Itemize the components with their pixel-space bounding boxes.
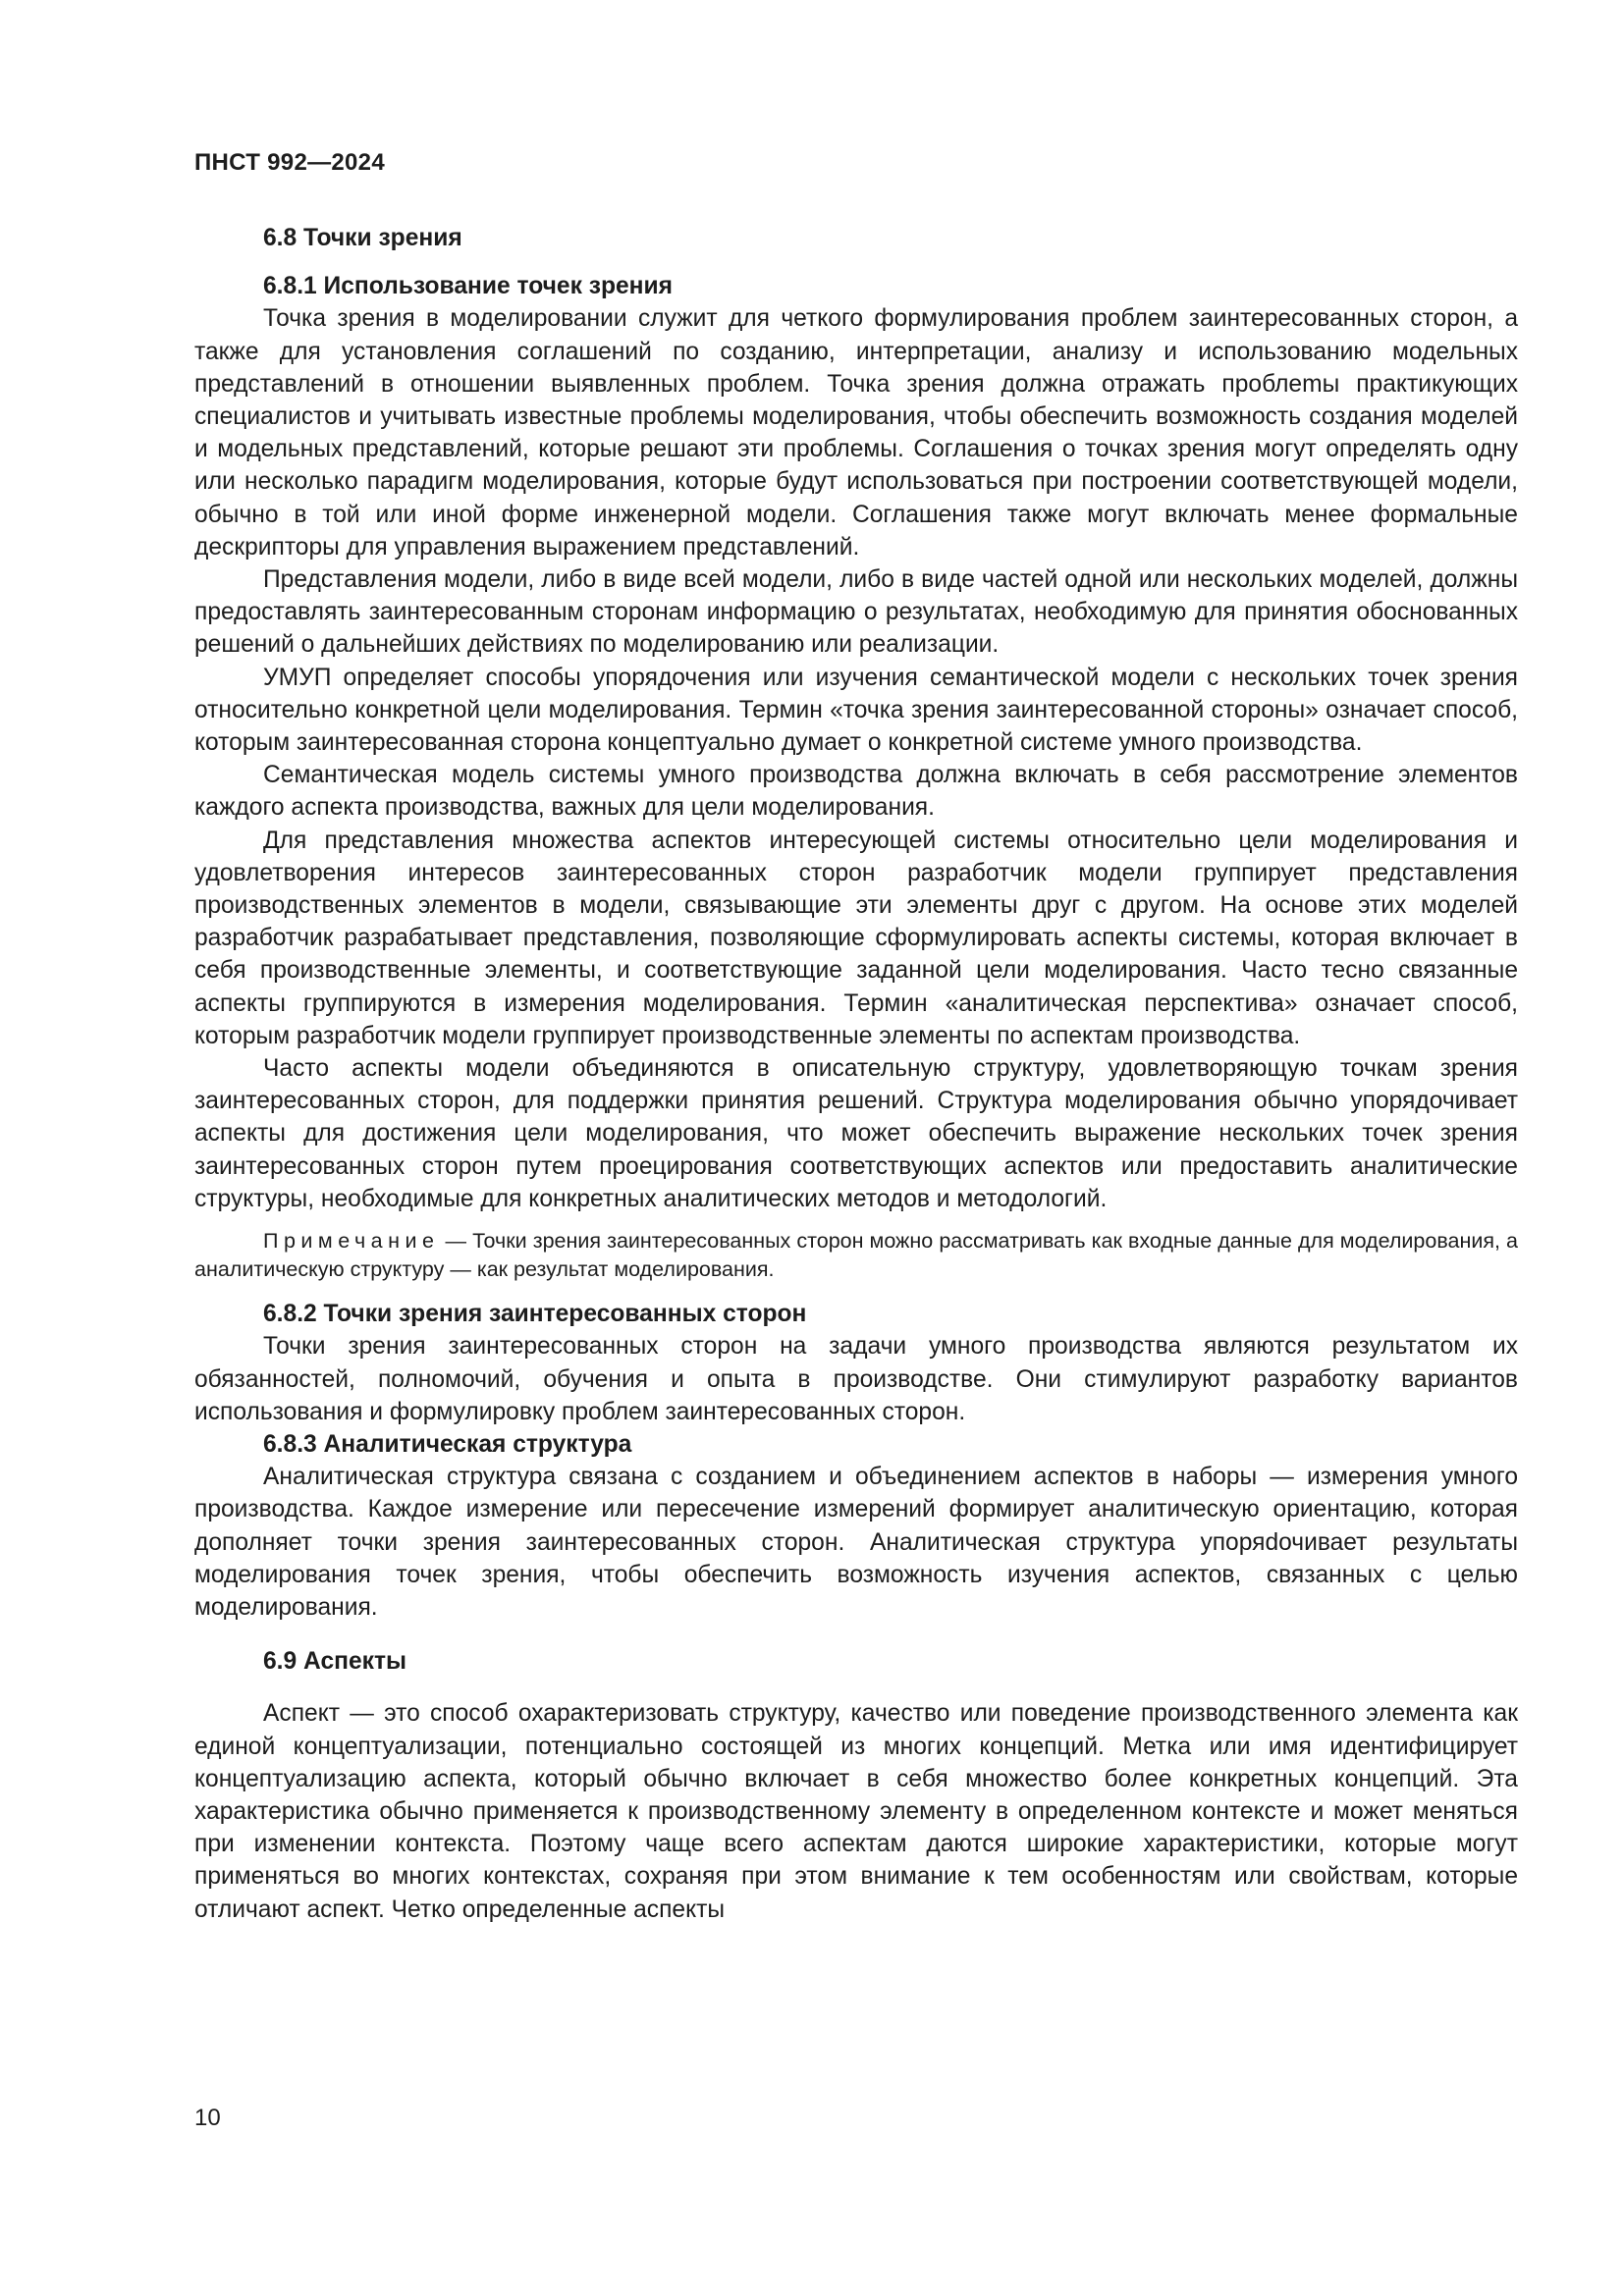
- document-code-header: ПНСТ 992—2024: [194, 149, 385, 176]
- section-6-8-2-heading: 6.8.2 Точки зрения заинтересованных сторон: [263, 1301, 807, 1328]
- paragraph: Аспект — это способ охарактеризовать структуру, качество или поведение производственного элемента как единой концептуализации, потенциально состоящей из многих концепций. Метка или имя идентифицирует концептуализацию аспекта, который обычно включает в себя множество более конкретных концепций. Эта характеристика обычно применяется к производственному элементу в определенном контексте и может меняться при изменении контекста. Поэтому чаще всего аспектам даются широкие характеристики, которые могут применяться во многих контекстах, сохраняя при этом внимание к тем особенностям или свойствам, которые отличают аспект. Четко определенные аспекты: [194, 1700, 1518, 1923]
- section-6-9-heading: 6.9 Аспекты: [263, 1648, 407, 1676]
- paragraph: Аналитическая структура связана с созданием и объединением аспектов в наборы — измерения умного производства. Каждое измерение или пересечение измерений формирует аналитическую ориентацию, которая дополняет точки зрения заинтересованных сторон. Аналитическая структура упоряdочивает результаты моделирования точек зрения, чтобы обеспечить возможность изучения аспектов, связанных с целью моделирования.: [194, 1464, 1518, 1621]
- note-text: — Точки зрения заинтересованных сторон можно рассматривать как входные данные для моделирования, а аналитическую структуру — как результат моделирования.: [194, 1229, 1518, 1282]
- section-6-8-3-heading: 6.8.3 Аналитическая структура: [263, 1430, 632, 1458]
- page-number: 10: [194, 2105, 221, 2131]
- section-6-8-heading: 6.8 Точки зрения: [263, 225, 462, 251]
- paragraph: Точка зрения в моделировании служит для четкого формулирования проблем заинтересованных сторон, а также для установления соглашений по созданию, интерпретации, анализу и использованию модельных представлений в отношении выявленных проблем. Точка зрения должна отражать проблеmы практикующих специалистов и учитывать известные проблемы моделирования, чтобы обеспечить возможность создания моделей и модельных представлений, которые решают эти проблемы. Соглашения о точках зрения могут определять одну или несколько парадигм моделирования, которые будут использоваться при построении соответствующей модели, обычно в той или иной форме инженерной модели. Соглашения также могут включать менее формальные дескрипторы для управления выражением представлений.: [194, 305, 1518, 561]
- section-6-8-1-heading: 6.8.1 Использование точек зрения: [263, 273, 673, 300]
- paragraph: Семантическая модель системы умного производства должна включать в себя рассмотрение элементов каждого аспекта производства, важных для цели моделирования.: [194, 762, 1518, 822]
- note-label: Примечание: [263, 1229, 440, 1254]
- paragraph: Представления модели, либо в виде всей модели, либо в виде частей одной или нескольких моделей, должны предоставлять заинтересованным сторонам информацию о результатах, необходимую для принятия обоснованных решений о дальнейших действиях по моделированию или реализации.: [194, 566, 1518, 659]
- paragraph: Точки зрения заинтересованных сторон на задачи умного производства являются результатом их обязанностей, полномочий, обучения и опыта в производстве. Они стимулируют разработку вариантов использования и формулировку проблем заинтересованных сторон.: [194, 1333, 1518, 1425]
- document-body: [194, 222, 1518, 1926]
- paragraph: Для представления множества аспектов интересующей системы относительно цели моделирования и удовлетворения интересов заинтересованных сторон разработчик модели группирует представления производственных элементов в модели, связывающие эти элементы друг с другом. На основе этих моделей разработчик разрабатывает представления, позволяющие сформулировать аспекты системы, которая включает в себя производственные элементы, и соответствующие заданной цели моделирования. Часто тесно связанные аспекты группируются в измерения моделирования. Термин «аналитическая перспектива» означает способ, которым разработчик модели группирует производственные элементы по аспектам производства.: [194, 827, 1518, 1049]
- paragraph: УМУП определяет способы упорядочения или изучения семантической модели с нескольких точек зрения относительно конкретной цели моделирования. Термин «точка зрения заинтересованной стороны» означает способ, которым заинтересованная сторона концептуально думает о конкретной системе умного производства.: [194, 664, 1518, 757]
- note: [194, 1227, 1518, 1284]
- paragraph: Часто аспекты модели объединяются в описательную структуру, удовлетворяющую точкам зрения заинтересованных сторон, для поддержки принятия решений. Структура моделирования обычно упорядочивает аспекты для достижения цели моделирования, что может обеспечить выражение нескольких точек зрения заинтересованных сторон путем проецирования соответствующих аспектов или предоставить аналитические структуры, необходимые для конкретных аналитических методов и методологий.: [194, 1055, 1518, 1212]
